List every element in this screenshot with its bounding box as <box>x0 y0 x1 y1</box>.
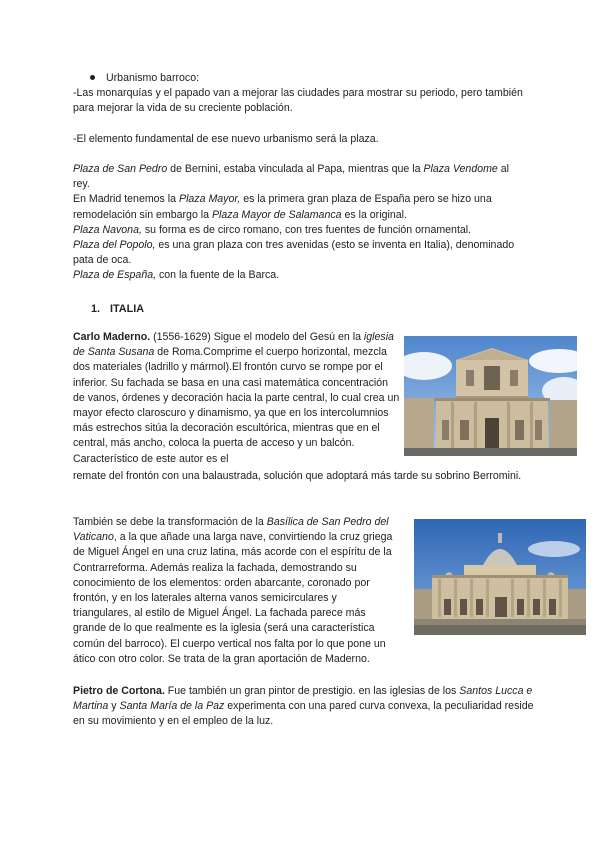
san-pedro-image <box>414 519 586 635</box>
plaza-espana-line: Plaza de España, con la fuente de la Barca. <box>73 269 280 282</box>
plaza-san-pedro-line: Plaza de San Pedro de Bernini, estaba vinculada al Papa, mientras que la Plaza Vendome al rey. <box>73 163 510 191</box>
plaza-popolo-line: Plaza del Popolo, es una gran plaza con tres avenidas (esto se inventa en Italia), denominado pata de oca. <box>73 239 515 267</box>
maderno-paragraph: Carlo Maderno. (1556-1629) Sigue el modelo del Gesú en la iglesia de Santa Susana de Roma.Comprime el cuerpo horizontal, mezcla dos materiales (ladrillo y mármol).El frontón curvo se rompe por el inferior. Su fachada se basa en una casi matemática concentración de vanos, órdenes y decoración hacia la parte central, lo cual crea un mayor efecto claroscuro y dinamismo, ya que en los intercolumnios más estrechos sitúa la decoración escultórica, mientras que en el central, más ancho, coloca la puerta de acceso y un balcón. Característico de este autor es el <box>73 331 400 465</box>
plaza-navona-line: Plaza Navona, su forma es de circo romano, con tres fuentes de función ornamental. <box>73 223 472 236</box>
bullet-text: Urbanismo barroco: <box>106 72 200 84</box>
santa-susana-image <box>404 336 577 456</box>
vaticano-paragraph: También se debe la transformación de la Basílica de San Pedro del Vaticano, a la que añade una larga nave, convirtiendo la cruz griega de Miguel Ángel en una cruz latina, más acorde con el espíritu de la Contrarreforma. Además realiza la fachada, demostrando su conocimiento de los elementos: orden abarcante, coronado por frontón, y en los laterales alterna vanos semicirculares y triangulares, al estilo de Miguel Ángel. La fachada parece más grande de lo que realmente es la iglesia (será una característica común del barroco). El cuerpo vertical nos falta por lo que pone un ático con otro color. Se trata de la gran aportación de Maderno. <box>73 516 393 665</box>
maderno-paragraph-end: remate del frontón con una balaustrada, solución que adoptará más tarde su sobrino Berromini. <box>73 470 522 482</box>
intro-paragraph-1: -Las monarquías y el papado van a mejorar las ciudades para mostrar su periodo, pero también para mejorar la vida de su creciente población. <box>73 87 523 115</box>
plaza-mayor-line: En Madrid tenemos la Plaza Mayor, es la primera gran plaza de España pero se hizo una remodelación sin embargo la Plaza Mayor de Salamanca es la original. <box>73 193 492 221</box>
bullet-urbanismo <box>90 71 199 86</box>
section-heading: 1. ITALIA <box>91 303 144 315</box>
intro-paragraph-2: -El elemento fundamental de ese nuevo urbanismo será la plaza. <box>73 133 379 145</box>
plazas-section <box>73 162 528 284</box>
basilica-icon <box>414 519 586 635</box>
church-facade-icon <box>404 336 577 456</box>
bullet-dot-icon <box>90 75 95 80</box>
cortona-name: Pietro de Cortona. <box>73 685 165 697</box>
cortona-paragraph: Pietro de Cortona. Fue también un gran pintor de prestigio. en las iglesias de los Santos Lucca e Martina y Santa María de la Paz experimenta con una pared curva convexa, la peculiaridad reside en su movimiento y en el empleo de la luz. <box>73 685 534 728</box>
maderno-name: Carlo Maderno. <box>73 331 151 343</box>
